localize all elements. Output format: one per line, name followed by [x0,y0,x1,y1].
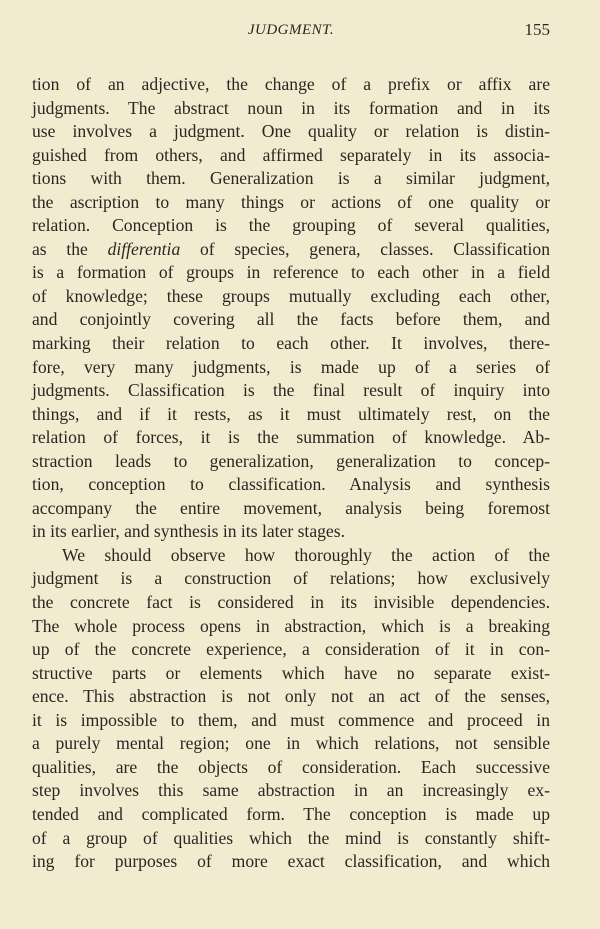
text-line: tended and complicated form. The conception is made up [32,803,550,824]
italic-term: differentia [107,238,181,259]
text-line: as the differentia of species, genera, classes. Classification [32,238,550,259]
text-line: The whole process opens in abstraction, which is a breaking [32,615,550,636]
text-line: We should observe how thoroughly the action of the [62,544,550,565]
page-number: 155 [524,20,550,39]
paragraph [32,73,550,544]
text-line: marking their relation to each other. It involves, there- [32,333,550,354]
text-line: tion of an adjective, the change of a prefix or affix are [32,74,550,94]
page-header [32,22,550,44]
text-line: guished from others, and affirmed separately in its associa- [32,144,550,165]
text-line: step involves this same abstraction in an increasingly ex- [32,780,550,801]
text-line: structive parts or elements which have no separate exist- [32,662,550,683]
text-line: accompany the entire movement, analysis being foremost [32,497,550,518]
text-line: the ascription to many things or actions of one quality or [32,191,550,212]
text-line: straction leads to generalization, generalization to concep- [32,450,550,471]
text-line: of a group of qualities which the mind is constantly shift- [32,827,550,848]
running-title: JUDGMENT. [247,22,335,38]
text-line: and conjointly covering all the facts before them, and [32,309,550,330]
paragraph [32,544,550,874]
text-line: of knowledge; these groups mutually excluding each other, [32,285,550,306]
text-line: judgment is a construction of relations; how exclusively [32,568,550,589]
text-line: is a formation of groups in reference to each other in a field [32,262,550,283]
text-line: a purely mental region; one in which relations, not sensible [32,733,550,754]
text-line: things, and if it rests, as it must ultimately rest, on the [32,403,550,424]
text-line: up of the concrete experience, a consideration of it in con- [32,639,550,660]
text-line: relation of forces, it is the summation of knowledge. Ab- [32,427,550,448]
text-line: judgments. The abstract noun in its formation and in its [32,97,550,118]
text-line: tion, conception to classification. Analysis and synthesis [32,474,550,495]
page-body [32,73,550,874]
text-line: it is impossible to them, and must commence and proceed in [32,709,550,730]
text-line: in its earlier, and synthesis in its later stages. [32,521,345,542]
text-line: relation. Conception is the grouping of several qualities, [32,215,550,236]
text-line: use involves a judgment. One quality or relation is distin- [32,121,550,142]
text-line: ence. This abstraction is not only not an act of the senses, [32,686,550,707]
text-line: qualities, are the objects of consideration. Each successive [32,756,550,777]
text-line: fore, very many judgments, is made up of a series of [32,356,550,377]
text-line: the concrete fact is considered in its invisible dependencies. [32,592,550,613]
text-line: ing for purposes of more exact classification, and which [32,851,550,872]
text-line: judgments. Classification is the final result of inquiry into [32,380,550,401]
text-line: tions with them. Generalization is a similar judgment, [32,168,550,189]
